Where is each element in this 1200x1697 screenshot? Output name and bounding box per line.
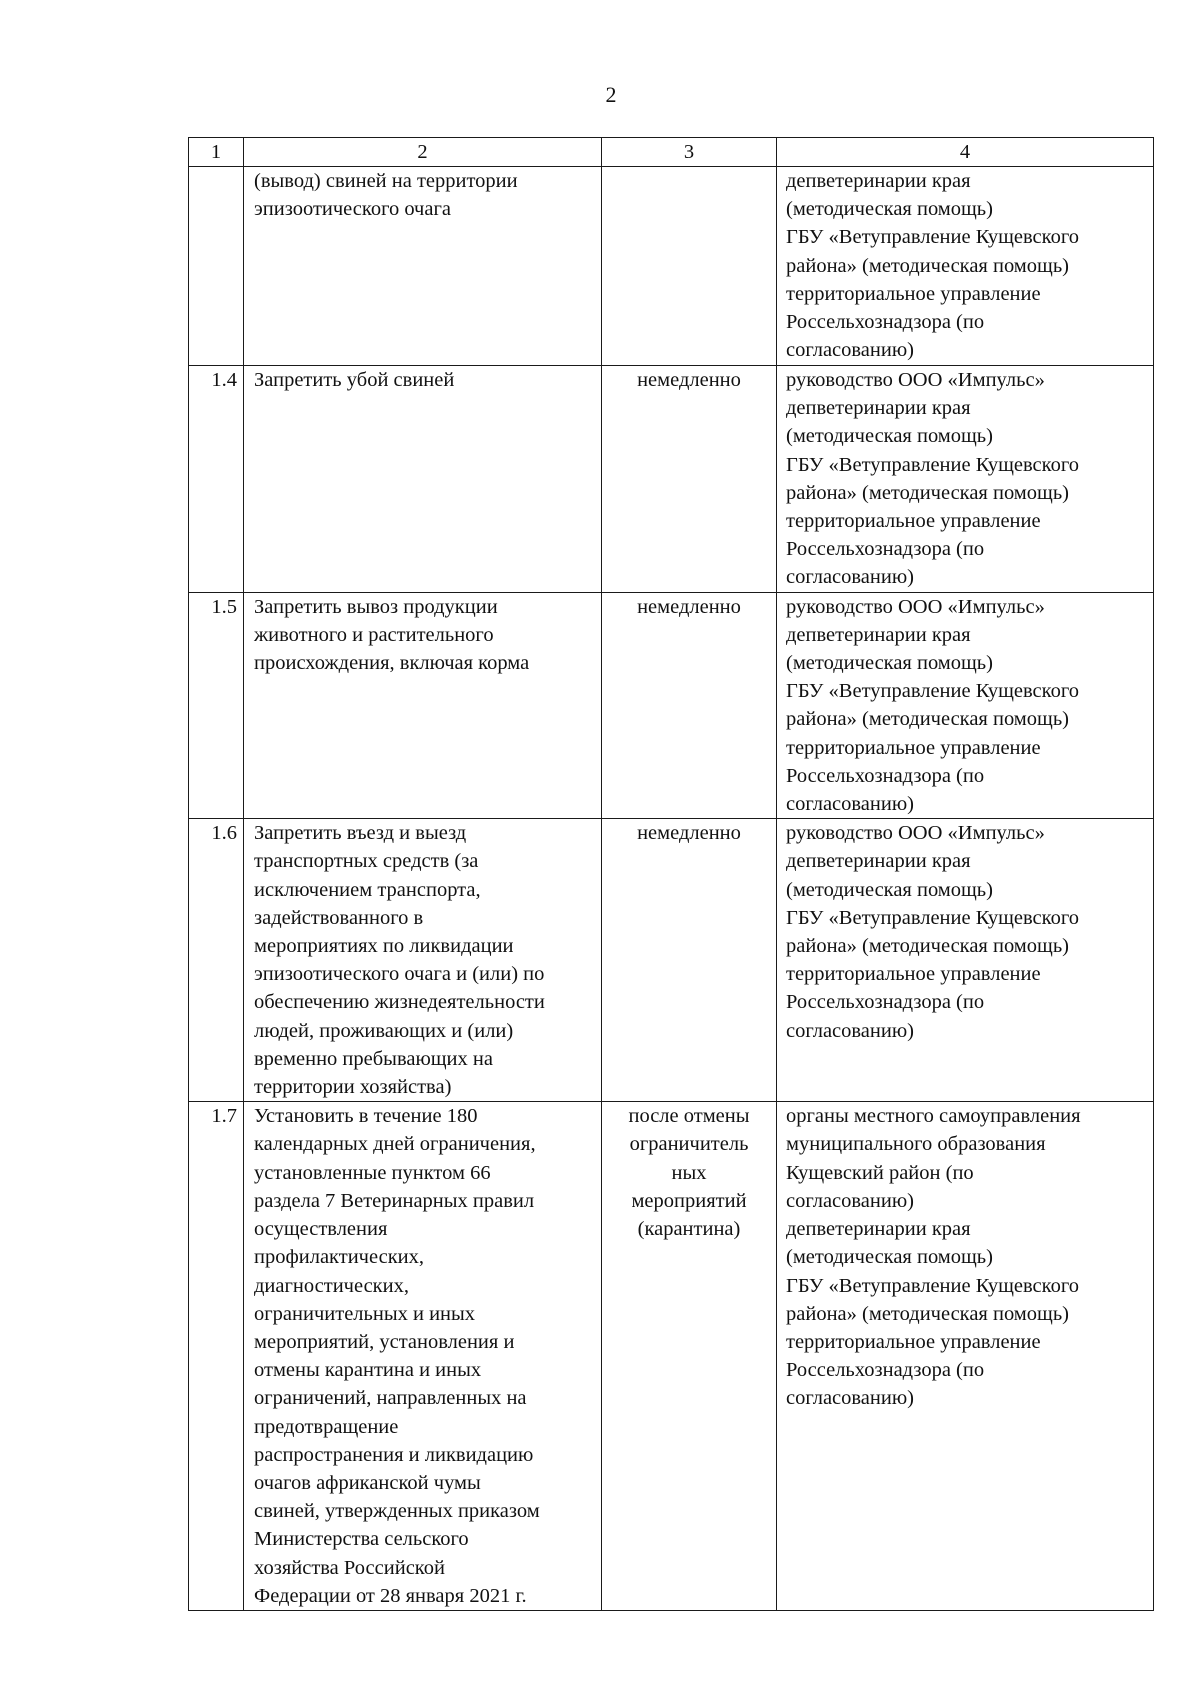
row-number: 1.6 [189,819,244,1102]
row-action: Запретить убой свиней [244,366,602,593]
row-term: немедленно [602,366,777,593]
column-header-term: 3 [602,138,777,167]
row-term: немедленно [602,819,777,1102]
row-action: (вывод) свиней на территории эпизоотического очага [244,167,602,366]
row-number [189,167,244,366]
row-number: 1.4 [189,366,244,593]
row-number: 1.7 [189,1102,244,1611]
column-header-action: 2 [244,138,602,167]
page-number: 2 [605,82,617,107]
column-header-responsible: 4 [777,138,1154,167]
row-term [602,167,777,366]
row-responsible: органы местного самоуправления муниципального образования Кущевский район (по согласованию) депветеринарии края (методическая помощь) ГБУ «Ветуправление Кущевского района» (методическая помощь) территориальное управление Россельхознадзора (по согласованию) [777,1102,1154,1611]
row-action: Запретить въезд и выезд транспортных средств (за исключением транспорта, задействованного в мероприятиях по ликвидации эпизоотического очага и (или) по обеспечению жизнедеятельности людей, проживающих и (или) временно пребывающих на территории хозяйства) [244,819,602,1102]
row-responsible: руководство ООО «Импульс» депветеринарии края (методическая помощь) ГБУ «Ветуправление Кущевского района» (методическая помощь) территориальное управление Россельхознадзора (по согласованию) [777,592,1154,819]
row-responsible: депветеринарии края (методическая помощь) ГБУ «Ветуправление Кущевского района» (методическая помощь) территориальное управление Россельхознадзора (по согласованию) [777,167,1154,366]
table-header-row [189,138,1154,167]
row-term: после отмены ограничитель ных мероприятий (карантина) [602,1102,777,1611]
column-header-number: 1 [189,138,244,167]
row-responsible: руководство ООО «Импульс» депветеринарии края (методическая помощь) ГБУ «Ветуправление Кущевского района» (методическая помощь) территориальное управление Россельхознадзора (по согласованию) [777,366,1154,593]
table-row [189,592,1154,819]
table-row [189,167,1154,366]
measures-table [188,137,1154,1611]
table-row [189,366,1154,593]
row-responsible: руководство ООО «Импульс» депветеринарии края (методическая помощь) ГБУ «Ветуправление Кущевского района» (методическая помощь) территориальное управление Россельхознадзора (по согласованию) [777,819,1154,1102]
row-number: 1.5 [189,592,244,819]
row-term: немедленно [602,592,777,819]
row-action: Установить в течение 180 календарных дней ограничения, установленные пунктом 66 раздела 7 Ветеринарных правил осуществления профилактических, диагностических, ограничительных и иных мероприятий, установления и отмены карантина и иных ограничений, направленных на предотвращение распространения и ликвидацию очагов африканской чумы свиней, утвержденных приказом Министерства сельского хозяйства Российской Федерации от 28 января 2021 г. [244,1102,602,1611]
table-row [189,1102,1154,1611]
table-row [189,819,1154,1102]
row-action: Запретить вывоз продукции животного и растительного происхождения, включая корма [244,592,602,819]
